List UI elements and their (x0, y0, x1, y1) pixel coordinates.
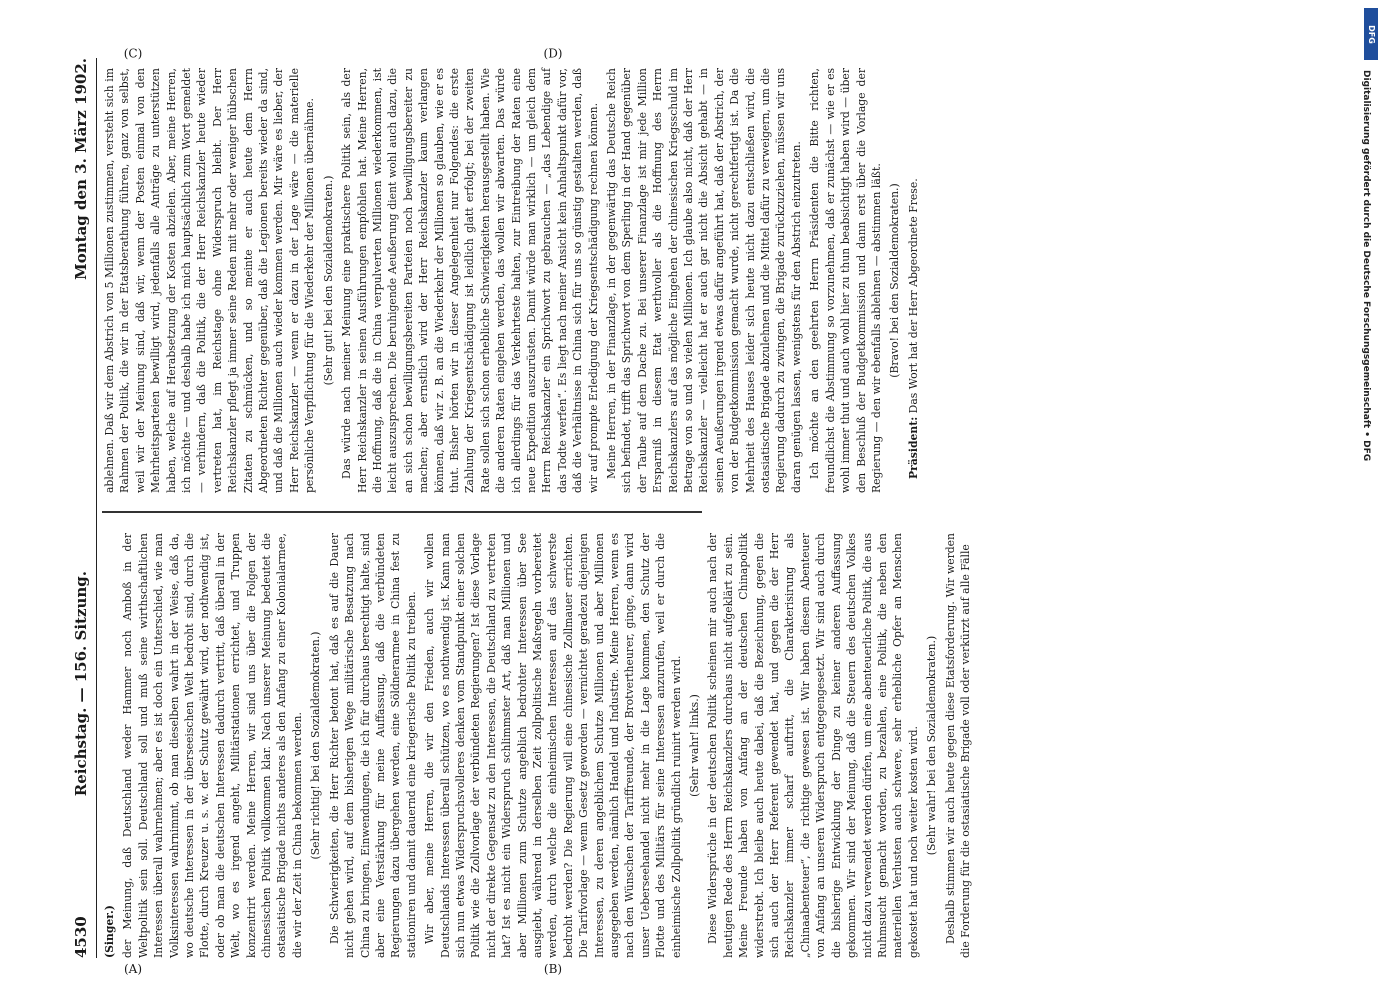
paragraph: Deshalb stimmen wir auch heute gegen diese Etatsforderung. Wir werden die Forderung für die ostasiatische Brigade voll oder verkürzt auf alle Fälle (943, 533, 972, 958)
paragraph: Wir aber, meine Herren, die wir den Frieden, auch wir wollen Deutschlands Interessen überall schützen, wo es nothwendig ist. Kann man sich nun etwas Widerspruchsvolleres denken vom Standpunkt einer solchen Politik wie die Zollvorlage der verbündeten Regierungen? Ist diese Vorlage nicht der direkte Gegensatz zu den Interessen, die Deutschland zu vertreten hat? Ist es nicht ein Widerspruch schlimmster Art, daß man Millionen und aber Millionen zum Schutze angeblich bedrohter Interessen über See ausgiebt, während in derselben Zeit zollpolitische Maßregeln vorbereitet werden, durch welche die einheimischen Interessen auf das schwerste bedroht werden? Die Regierung will eine chinesische Zollmauer errichten. Die Tarifvorlage — wenn Gesetz geworden — vernichtet geradezu diejenigen Interessen, zu deren angeblichem Schutze Millionen und aber Millionen ausgegeben werden, nämlich Handel und Industrie. Meine Herren, wenn es nach den Wünschen der Tariffreunde, der Brotvertheurer, ginge, dann wird unser Ueberseehandel nicht mehr in die Lage kommen, den Schutz der Flotte und des Militärs für seine Interessen anzurufen, weil er durch die einheimische Zollpolitik gründlich ruinirt werden wird. (423, 533, 683, 958)
interjection: (Sehr richtig! bei den Sozialdemokraten.) (309, 631, 323, 860)
president-line (906, 68, 921, 493)
paragraph: Diese Widersprüche in der deutschen Politik scheinen mir auch nach der heutigen Rede des Herrn Reichskanzlers durchaus nicht aufgeklärt zu sein. Meine Freunde haben von Anfang an der deutschen Chinapolitik widerstrebt. Ich bleibe auch heute dabei, daß die Bezeichnung, gegen die sich auch der Herr Referent gewendet hat, und gegen die der Herr Reichskanzler immer scharf auftritt, die Charakterisirung als „Chinaabenteuer“, die richtige gewesen ist. Wir haben diesem Abenteuer von Anfang an unseren Widerspruch entgegengesetzt. Wir sind auch durch die bisherige Entwicklung der Dinge zu keiner anderen Auffassung gekommen. Wir sind der Meinung, daß die Steuern des deutschen Volkes nicht dazu verwendet werden dürfen, um eine abenteuerliche Politik, die aus Ruhmsucht gemacht worden, zu bezahlen, eine Politik, die neben den materiellen Verlusten auch schwere, sehr erhebliche Opfer an Menschen gekostet hat und noch weiter kosten wird. (706, 533, 920, 958)
paragraph: der Meinung, daß Deutschland weder Hammer noch Amboß in der Weltpolitik sein soll. Deutschland soll und muß seine wirthschaftlichen Interessen überall wahrnehmen; aber es ist doch ein Unterschied, wie man Volksinteressen wahrnimmt, ob man dieselben wahrt in der Weise, daß da, wo deutsche Interessen in der überseeischen Welt bedroht sind, durch die Flotte, durch Kreuzer u. s. w. der Schutz gewährt wird, der nothwendig ist, oder ob man die deutschen Interessen dadurch vertritt, daß überall in der Welt, wo es irgend angeht, Militärstationen errichtet, und Truppen konzentrirt werden. Meine Herren, wir sind uns über die Folgen der chinesischen Politik vollkommen klar. Nach unserer Meinung bedeutet die ostasiatische Brigade nichts anderes als den Anfang zu einer Kolonialarmee, die wir der Zeit in China bekommen werden. (121, 533, 304, 958)
column-divider (102, 512, 702, 514)
paragraph: Das würde nach meiner Meinung eine praktischere Politik sein, als der Herr Reichskanzler in seinen Ausführungen empfohlen hat. Meine Herren, die Hoffnung, daß die in China verpulverten Millionen wiederkommen, ist leicht auszusprechen. Die beruhigende Aeußerung dient wohl auch dazu, die an sich schon bewilligungsbereiten Parteien noch bewilligungsbereiter zu machen; aber ernstlich wird der Herr Reichskanzler kaum verlangen können, daß wir z. B. an die Wiederkehr der Millionen so glauben, wie er es thut. Bisher hörten wir in dieser Angelegenheit nur Folgendes: die erste Zahlung der Kriegsentschädigung ist leidlich glatt erfolgt; bei der zweiten Rate sollen sich schon erhebliche Schwierigkeiten herausgestellt haben. Wie die anderen Raten eingehen werden, das wollen wir abwarten. Das würde ich allerdings für das Verkehrteste halten, zur Eintreibung der Raten eine neue Expedition auszurüsten. Damit würde man wirklich — um gleich dem Herrn Reichskanzler ein Sprichwort zu gebrauchen — „das Lebendige auf das Todte werfen“. Es liegt nach meiner Ansicht kein Anhaltspunkt dafür vor, daß die Verhältnisse in China sich für uns so günstig gestalten werden, daß wir auf prompte Erledigung der Kriegsentschädigung rechnen können. (340, 68, 600, 493)
paragraph: Meine Herren, in der Finanzlage, in der gegenwärtig das Deutsche Reich sich befindet, trifft das Sprichwort von dem Sperling in der Hand gegenüber der Taube auf dem Dache zu. Bei unserer Finanzlage ist mir jede Million Ersparniß in diesem Etat werthvoller als die Hoffnung des Herrn Reichskanzlers auf das mögliche Eingehen der chinesischen Kriegsschuld im Betrage von so und so vielen Millionen. Ich glaube also nicht, daß der Herr Reichskanzler — vielleicht hat er auch gar nicht die Absicht gehabt — in seinen Aeußerungen irgend etwas dafür angeführt hat, daß der Abstrich, der von der Budgetkommission gemacht wurde, nicht gerechtfertigt ist. Da die Mehrheit des Hauses leider sich heute nicht dazu entschließen wird, die ostasiatische Brigade abzulehnen und die Mittel dafür zu verweigern, um die Regierung dadurch zu zwingen, die Brigade zurückzuziehen, müssen wir uns daran genügen lassen, wenigstens für den Abstrich einzutreten. (605, 68, 803, 493)
paragraph: ablehnen. Daß wir dem Abstrich von 5 Millionen zustimmen, versteht sich im Rahmen der Politik, die wir in der Etatsberathung führen, ganz von selbst, weil wir der Meinung sind, daß wir, wenn der Posten einmal von den Mehrheitsparteien bewilligt wird, jedenfalls alle Anträge zu unterstützen haben, welche auf Herabsetzung der Kosten abzielen. Aber, meine Herren, ich möchte — und deshalb habe ich mich hauptsächlich zum Wort gemeldet — verhindern, daß die Politik, die der Herr Reichskanzler heute wieder vertreten hat, im Reichstage ohne Widerspruch bleibt. Der Herr Reichskanzler pflegt ja immer seine Reden mit mehr oder weniger hübschen Zitaten zu schmücken, und so meinte er auch heute dem Herrn Abgeordneten Richter gegenüber, daß die Legionen bereits wieder da sind, und daß die Millionen auch wieder kommen werden. Mir wäre es lieber, der Herr Reichskanzler — wenn er dazu in der Lage wäre — die materielle persönliche Verpflichtung für die Wiederkehr der Millionen übernähme. (103, 68, 317, 493)
interjection: (Bravo! bei den Sozialdemokraten.) (888, 183, 902, 378)
margin-marker-c: (C) (123, 46, 143, 61)
document-page (66, 46, 1336, 976)
paragraph: Ich möchte an den geehrten Herrn Präsidenten die Bitte richten, freundlichst die Abstimmung so vorzunehmen, daß er zunächst — wie er es wohl immer thut und auch wohl hier zu thun beabsichtigt haben wird — über den Beschluß der Budgetkommission und dann erst über die Vorlage der Regierung — den wir ebenfalls ablehnen — abstimmen läßt. (808, 68, 883, 493)
interjection: (Sehr wahr! links.) (688, 694, 702, 797)
paragraph: Die Schwierigkeiten, die Herr Richter betont hat, daß es auf die Dauer nicht gehen wird, auf dem bisherigen Wege militärische Besatzung nach China zu bringen, Einwendungen, die ich für durchaus berechtigt halte, sind aber eine Verstärkung für meine Auffassung, daß die verbündeten Regierungen dazu übergehen werden, eine Söldnerarmee in China fest zu stationiren und damit dauernd eine kriegerische Politik zu treiben. (327, 533, 418, 958)
page-date: Montag den 3. März 1902. (72, 58, 90, 280)
page-number: 4530 (72, 916, 90, 958)
speaker-tag: (Singer.) (103, 905, 116, 958)
column-left (102, 533, 972, 958)
margin-marker-d: (D) (543, 46, 563, 61)
column-right (102, 68, 920, 493)
page-header (66, 58, 97, 958)
page-title: Reichstag. — 156. Sitzung. (72, 571, 90, 797)
margin-marker-b: (B) (543, 961, 563, 976)
president-text: Das Wort hat der Herr Abgeordnete Frese. (906, 178, 920, 414)
dfg-logo: DFG (1364, 8, 1378, 60)
interjection: (Sehr wahr! bei den Sozialdemokraten.) (925, 635, 939, 856)
president-label: Präsident: (906, 416, 920, 479)
digitization-credit: Digitalisierung gefördert durch die Deutsche Forschungsgemeinschaft • DFG (1361, 70, 1371, 462)
margin-marker-a: (A) (123, 961, 143, 976)
interjection: (Sehr gut! bei den Sozialdemokraten.) (321, 175, 335, 386)
